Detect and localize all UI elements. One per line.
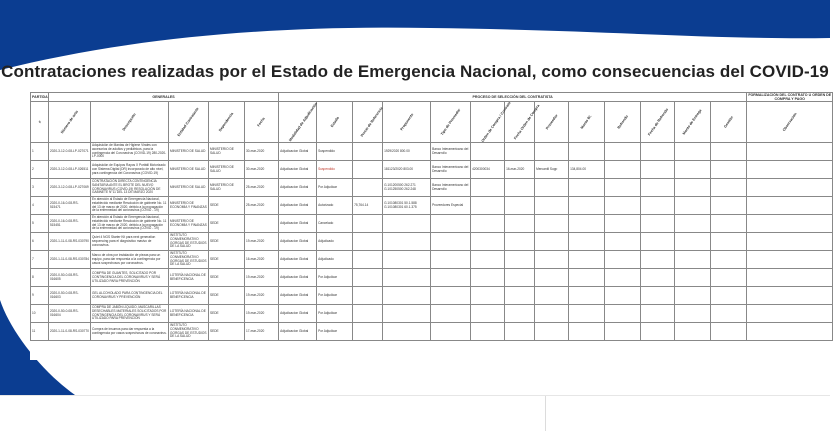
footer-divider bbox=[545, 396, 546, 431]
table-row bbox=[31, 287, 833, 305]
table-cell bbox=[711, 287, 747, 305]
table-cell: SEDE bbox=[209, 269, 245, 287]
table-cell: MINISTERIO DE ECONOMÍA Y FINANZAS bbox=[169, 215, 209, 233]
table-cell bbox=[505, 143, 535, 161]
table-cell: En atención al Estado de Emergencia Nacional, establecido mediante Resolución de gabinete No. 11 del 13 de marzo de 2020, debido a la propagación de la enfermedad del coronavirus (COVID - 19) bbox=[91, 197, 169, 215]
column-header-label: # bbox=[37, 120, 42, 125]
table-cell: Proveedores Especial bbox=[431, 197, 471, 215]
table-cell bbox=[641, 251, 675, 269]
table-cell bbox=[535, 179, 569, 197]
table-cell bbox=[641, 197, 675, 215]
table-cell: INSTITUTO CONMEMORATIVO GORGAS DE ESTUDIOS DE LA SALUD bbox=[169, 251, 209, 269]
table-cell: Adjudicacion Global bbox=[279, 251, 317, 269]
table-cell bbox=[569, 287, 605, 305]
table-cell: 3 bbox=[31, 179, 49, 197]
table-cell bbox=[383, 251, 431, 269]
table-cell bbox=[535, 287, 569, 305]
table-cell bbox=[569, 215, 605, 233]
table-cell: LOTERÍA NACIONAL DE BENEFICENCIA bbox=[169, 305, 209, 323]
table-cell bbox=[641, 143, 675, 161]
table-cell: Adquisición de Mantas de Higiene Virales con accesorios de adultos y pediátricos, para la contingencia del Coronavirus (COVID-19) 280-2020-LP-0000 bbox=[91, 143, 169, 161]
table-cell: Marco de obra por instalación de piezas para un equipo, para dar respuesta a la contingencia por casos sospechosos por coronavirus. bbox=[91, 251, 169, 269]
table-cell bbox=[605, 143, 641, 161]
table-cell: 75,764.14 bbox=[353, 197, 383, 215]
table-cell: Adjudicacion Global bbox=[279, 197, 317, 215]
table-cell bbox=[747, 161, 833, 179]
table-cell: 2020-3-12-0-08-LP-026511 bbox=[49, 161, 91, 179]
table-cell: Adjudicacion Global bbox=[279, 161, 317, 179]
table-cell bbox=[535, 305, 569, 323]
table-cell: Por Adjudicar bbox=[317, 269, 353, 287]
table-cell bbox=[605, 215, 641, 233]
table-cell: COMPRA DE GUANTES, SOLICITADO POR CONTINGENCIA DEL CORONAVIRUS Y SERÁ UTILIZADO PARA PREVENCIÓN bbox=[91, 269, 169, 287]
column-header-row bbox=[31, 102, 833, 143]
table-cell: SEDE bbox=[209, 233, 245, 251]
table-cell: Adjudicacion Global bbox=[279, 305, 317, 323]
table-cell bbox=[675, 161, 711, 179]
table-cell: 2020-0-16-0-08-RS-515471 bbox=[49, 197, 91, 215]
table-cell: Adjudicacion Global bbox=[279, 287, 317, 305]
table-cell bbox=[569, 179, 605, 197]
table-cell: INSTITUTO CONMEMORATIVO GORGAS DE ESTUDIOS DE LA SALUD bbox=[169, 323, 209, 341]
table-cell bbox=[505, 305, 535, 323]
table-cell bbox=[431, 215, 471, 233]
table-cell: MINISTERIO DE SALUD bbox=[209, 161, 245, 179]
table-cell bbox=[535, 323, 569, 341]
column-header-label: Número de acto bbox=[60, 109, 79, 135]
table-cell bbox=[353, 215, 383, 233]
column-header-11 bbox=[471, 101, 512, 144]
table-cell bbox=[569, 305, 605, 323]
table-cell: Adjudicacion Global bbox=[279, 323, 317, 341]
table-cell bbox=[711, 179, 747, 197]
table-cell: 2020-1-11-0-08-RS-030784 bbox=[49, 251, 91, 269]
column-header-0 bbox=[31, 102, 49, 143]
table-row bbox=[31, 233, 833, 251]
table-cell bbox=[431, 323, 471, 341]
table-row bbox=[31, 143, 833, 161]
column-header-label: Proveedor bbox=[544, 113, 559, 131]
table-cell bbox=[605, 287, 641, 305]
table-cell: G.101080301 50.1.588 G.101080301 60.1.375 bbox=[383, 197, 431, 215]
table-cell: Adjudicacion Global bbox=[279, 179, 317, 197]
table-cell bbox=[747, 197, 833, 215]
table-row bbox=[31, 179, 833, 197]
table-cell: MINISTERIO DE SALUD bbox=[209, 179, 245, 197]
table-cell: 8 bbox=[31, 269, 49, 287]
table-cell bbox=[505, 179, 535, 197]
table-cell: MINISTERIO DE ECONOMÍA Y FINANZAS bbox=[169, 197, 209, 215]
table-cell bbox=[675, 251, 711, 269]
table-cell bbox=[505, 287, 535, 305]
table-cell bbox=[711, 233, 747, 251]
table-cell bbox=[471, 197, 505, 215]
table-cell bbox=[535, 143, 569, 161]
table-cell: Por Adjudicar bbox=[317, 323, 353, 341]
column-header-label: Precio de Referencia bbox=[359, 106, 384, 138]
table-cell bbox=[471, 215, 505, 233]
table-cell: CONTRATACIÓN DIRECTA CONTINGENCIA SANITARIA ANTE EL BROTE DEL NUEVO CORONAVIRUS (COVID-19) RESOLUCIÓN DE GABINETE N°11 DEL 13 DE MARZO 2020 bbox=[91, 179, 169, 197]
table-cell bbox=[569, 251, 605, 269]
table-cell bbox=[353, 143, 383, 161]
table-cell: LOTERÍA NACIONAL DE BENEFICENCIA bbox=[169, 269, 209, 287]
contracts-table-wrapper bbox=[30, 92, 832, 360]
table-cell: SEDE bbox=[209, 215, 245, 233]
column-header-16 bbox=[641, 102, 675, 143]
table-cell: 6 bbox=[31, 233, 49, 251]
table-cell bbox=[569, 323, 605, 341]
table-cell bbox=[353, 161, 383, 179]
table-cell: G.101200500 262.271 G.101250500 262.248 bbox=[383, 179, 431, 197]
group-header-1: GENERALES bbox=[49, 93, 279, 102]
table-cell bbox=[641, 161, 675, 179]
table-cell: LOTERÍA NACIONAL DE BENEFICENCIA bbox=[169, 287, 209, 305]
column-header-4 bbox=[209, 102, 245, 143]
table-cell bbox=[641, 287, 675, 305]
table-cell bbox=[505, 251, 535, 269]
table-cell: 4 bbox=[31, 197, 49, 215]
table-cell: 19-mar-2020 bbox=[245, 305, 279, 323]
table-cell: SEDE bbox=[209, 305, 245, 323]
table-cell bbox=[471, 269, 505, 287]
table-cell bbox=[535, 215, 569, 233]
column-header-label: Refrendo bbox=[616, 114, 629, 130]
column-header-3 bbox=[169, 102, 209, 143]
table-cell bbox=[383, 323, 431, 341]
table-row bbox=[31, 161, 833, 179]
table-cell bbox=[675, 287, 711, 305]
table-cell bbox=[641, 233, 675, 251]
column-header-label: Orden de Compra / Contrato bbox=[480, 101, 512, 144]
table-cell bbox=[535, 251, 569, 269]
group-header-0: PARTIDA bbox=[31, 93, 49, 102]
table-cell: COMPRA DE JABÓN LÍQUIDO, MASCARILLAS DESECHABLES MATERIALES SOLICITADOS POR CONTINGENCIA DEL CORONAVIRUS Y SERÁ UTILIZADO PARA PREVENCIÓN bbox=[91, 305, 169, 323]
table-cell bbox=[747, 269, 833, 287]
table-cell: Adjudicacion Global bbox=[279, 143, 317, 161]
table-cell: Compra de insumos para dar respuesta a la contingencia por casos sospechosos de coronavirus. bbox=[91, 323, 169, 341]
table-cell: 25-mar-2020 bbox=[245, 197, 279, 215]
group-header-2: PROCESO DE SELECCIÓN DEL CONTRATISTA bbox=[279, 93, 747, 102]
table-cell bbox=[747, 179, 833, 197]
table-cell: 2020-0-16-0-08-RS-515451 bbox=[49, 215, 91, 233]
table-cell bbox=[711, 143, 747, 161]
table-cell bbox=[675, 233, 711, 251]
column-header-17 bbox=[675, 102, 711, 143]
table-cell: 30-mar-2020 bbox=[245, 161, 279, 179]
table-cell: 134,804.00 bbox=[569, 161, 605, 179]
table-cell: 16-mar-2020 bbox=[245, 251, 279, 269]
table-cell bbox=[471, 251, 505, 269]
table-cell bbox=[675, 179, 711, 197]
column-header-label: Fecha Orden de Compra bbox=[513, 103, 541, 141]
column-header-15 bbox=[605, 102, 641, 143]
table-row bbox=[31, 269, 833, 287]
table-cell: 1929/2020 800.00 bbox=[383, 143, 431, 161]
table-cell: 2020-3-12-0-08-LP-027069 bbox=[49, 179, 91, 197]
table-cell bbox=[383, 215, 431, 233]
column-header-label: Proponente bbox=[399, 112, 414, 132]
column-header-label: Observación bbox=[781, 112, 798, 133]
column-header-9 bbox=[383, 102, 431, 143]
table-cell bbox=[711, 269, 747, 287]
column-header-label: Entidad Contratante bbox=[176, 107, 200, 138]
table-cell bbox=[675, 323, 711, 341]
table-cell bbox=[747, 215, 833, 233]
table-cell bbox=[747, 305, 833, 323]
table-row bbox=[31, 197, 833, 215]
table-cell: En atención al Estado de Emergencia Nacional, establecido mediante Resolución de gabinete No. 11 del 13 de marzo de 2020, debido a la propagación de la enfermedad del coronavirus (COVID - 19) bbox=[91, 215, 169, 233]
table-cell bbox=[605, 197, 641, 215]
table-cell bbox=[353, 269, 383, 287]
table-cell bbox=[353, 287, 383, 305]
table-cell: 19-mar-2020 bbox=[245, 287, 279, 305]
table-cell bbox=[641, 215, 675, 233]
table-cell bbox=[431, 251, 471, 269]
table-cell: 16-mar-2020 bbox=[505, 161, 535, 179]
table-cell bbox=[353, 305, 383, 323]
table-cell: MINISTERIO DE SALUD bbox=[169, 161, 209, 179]
table-cell bbox=[535, 269, 569, 287]
table-cell bbox=[505, 323, 535, 341]
table-cell bbox=[605, 323, 641, 341]
page-title: Contrataciones realizadas por el Estado de Emergencia Nacional, como consecuencias del COVID-19 bbox=[1, 62, 829, 81]
table-cell bbox=[535, 197, 569, 215]
column-header-13 bbox=[535, 102, 569, 143]
column-header-1 bbox=[49, 102, 91, 143]
table-cell bbox=[605, 161, 641, 179]
table-cell: Suspendido bbox=[317, 143, 353, 161]
column-header-label: Dependencia bbox=[218, 111, 235, 133]
table-cell bbox=[675, 143, 711, 161]
table-cell bbox=[431, 269, 471, 287]
group-header-3: FORMALIZACIÓN DEL CONTRATO U ORDEN DE COMPRA Y PAGO bbox=[748, 93, 832, 102]
table-row bbox=[31, 215, 833, 233]
table-cell bbox=[747, 143, 833, 161]
table-cell bbox=[471, 179, 505, 197]
table-cell: 2020-0-50-0-08-RS-016604 bbox=[49, 305, 91, 323]
table-cell: Banco Interamericano del Desarrollo bbox=[431, 143, 471, 161]
column-header-19 bbox=[747, 102, 833, 143]
table-cell: Adjudicacion Global bbox=[279, 269, 317, 287]
column-header-6 bbox=[279, 102, 317, 143]
table-cell bbox=[675, 197, 711, 215]
table-cell: 9 bbox=[31, 287, 49, 305]
table-cell bbox=[569, 197, 605, 215]
table-cell: Suspendido bbox=[317, 161, 353, 179]
table-cell bbox=[383, 287, 431, 305]
table-cell bbox=[245, 215, 279, 233]
table-cell: Adjudicado bbox=[317, 251, 353, 269]
table-cell: 181123/2020 803.00 bbox=[383, 161, 431, 179]
table-cell bbox=[641, 305, 675, 323]
table-cell: Banco Interamericano del Desarrollo bbox=[431, 161, 471, 179]
table-cell bbox=[471, 323, 505, 341]
column-header-2 bbox=[91, 102, 169, 143]
table-cell bbox=[641, 179, 675, 197]
table-cell: SEDE bbox=[209, 197, 245, 215]
table-cell bbox=[471, 233, 505, 251]
table-row bbox=[31, 251, 833, 269]
table-cell bbox=[641, 269, 675, 287]
table-cell bbox=[747, 233, 833, 251]
table-body bbox=[31, 143, 833, 341]
table-cell: 7 bbox=[31, 251, 49, 269]
table-cell bbox=[353, 233, 383, 251]
table-cell: GEL ALCOHOLADO PARA CONTINGENCIA DEL CORONAVIRUS Y PREVENCIÓN bbox=[91, 287, 169, 305]
column-header-label: Modalidad de Adjudicación bbox=[288, 102, 319, 143]
table-cell bbox=[431, 233, 471, 251]
column-header-7 bbox=[317, 102, 353, 143]
table-cell bbox=[569, 143, 605, 161]
table-cell: Adjudicado bbox=[317, 233, 353, 251]
table-cell: 19-mar-2020 bbox=[245, 269, 279, 287]
table-cell bbox=[471, 287, 505, 305]
table-cell: Banco Interamericano del Desarrollo bbox=[431, 179, 471, 197]
table-cell bbox=[675, 305, 711, 323]
column-header-18 bbox=[711, 102, 747, 143]
table-cell bbox=[711, 215, 747, 233]
table-cell bbox=[505, 215, 535, 233]
column-header-8 bbox=[353, 102, 383, 143]
table-cell bbox=[605, 233, 641, 251]
table-cell bbox=[675, 215, 711, 233]
table-cell bbox=[383, 305, 431, 323]
table-cell bbox=[353, 251, 383, 269]
table-cell: 2020-0-50-0-08-RS-016603 bbox=[49, 287, 91, 305]
column-header-5 bbox=[245, 102, 279, 143]
table-cell: 17-mar-2020 bbox=[245, 323, 279, 341]
table-cell bbox=[535, 233, 569, 251]
column-header-10 bbox=[431, 102, 471, 143]
column-header-label: Tipo de Proveedor bbox=[439, 108, 462, 137]
table-cell bbox=[505, 269, 535, 287]
table-cell bbox=[569, 233, 605, 251]
table-row bbox=[31, 305, 833, 323]
table-cell: Cancelado bbox=[317, 215, 353, 233]
column-header-label: Monto B/. bbox=[580, 114, 593, 131]
table-cell: SEDE bbox=[209, 251, 245, 269]
table-cell bbox=[471, 143, 505, 161]
table-cell bbox=[711, 323, 747, 341]
table-cell: 25-mar-2020 bbox=[245, 179, 279, 197]
table-cell bbox=[383, 233, 431, 251]
table-cell bbox=[353, 323, 383, 341]
table-cell bbox=[505, 197, 535, 215]
column-header-14 bbox=[569, 102, 605, 143]
table-cell bbox=[431, 287, 471, 305]
table-cell: Adquisición de Equipos Rayos X Portátil Motorizado con Sistema Digital (DR) incorporado de alto nivel, para contingencia del Coronavirus (COVID-19) bbox=[91, 161, 169, 179]
table-cell: 19-mar-2020 bbox=[245, 233, 279, 251]
table-cell: 4200300034 bbox=[471, 161, 505, 179]
table-cell bbox=[353, 179, 383, 197]
table-cell: 30-mar-2020 bbox=[245, 143, 279, 161]
table-cell bbox=[605, 269, 641, 287]
column-header-label: Fecha bbox=[256, 116, 267, 128]
table-row bbox=[31, 323, 833, 341]
group-header-row bbox=[31, 93, 833, 102]
table-cell: 2020-1-11-0-08-RS-030770 bbox=[49, 323, 91, 341]
table-cell bbox=[711, 161, 747, 179]
table-cell bbox=[711, 197, 747, 215]
table-cell bbox=[747, 287, 833, 305]
table-cell bbox=[641, 323, 675, 341]
table-cell: 2020-3-12-0-08-LP-027071 bbox=[49, 143, 91, 161]
table-cell: Por Adjudicar bbox=[317, 179, 353, 197]
column-header-12 bbox=[505, 102, 541, 143]
table-cell bbox=[569, 269, 605, 287]
table-cell: Adjudicacion Global bbox=[279, 233, 317, 251]
table-cell: Autorizado bbox=[317, 197, 353, 215]
table-cell: 2020-0-50-0-08-RS-016605 bbox=[49, 269, 91, 287]
table-cell: 2020-1-11-0-08-RS-030790 bbox=[49, 233, 91, 251]
column-header-label: Estado bbox=[329, 116, 340, 129]
table-cell: MINISTERIO DE SALUD bbox=[209, 143, 245, 161]
footer-bar bbox=[0, 395, 830, 431]
table-cell: MINISTERIO DE SALUD bbox=[169, 179, 209, 197]
table-cell: 11 bbox=[31, 323, 49, 341]
table-cell bbox=[711, 305, 747, 323]
table-cell bbox=[605, 305, 641, 323]
table-cell bbox=[747, 323, 833, 341]
table-cell: 2 bbox=[31, 161, 49, 179]
table-cell: INSTITUTO CONMEMORATIVO GORGAS DE ESTUDIOS DE LA SALUD bbox=[169, 233, 209, 251]
table-cell: 5 bbox=[31, 215, 49, 233]
table-cell: Adjudicacion Global bbox=[279, 215, 317, 233]
contracts-table bbox=[30, 92, 833, 341]
table-cell: 10 bbox=[31, 305, 49, 323]
table-cell bbox=[505, 233, 535, 251]
table-cell bbox=[605, 179, 641, 197]
table-cell: SEDE bbox=[209, 287, 245, 305]
table-cell: Mercantil Supp bbox=[535, 161, 569, 179]
table-cell: MINISTERIO DE SALUD bbox=[169, 143, 209, 161]
table-cell: 1 bbox=[31, 143, 49, 161]
table-cell bbox=[431, 305, 471, 323]
column-header-label: Descripción bbox=[121, 112, 137, 132]
column-header-label: Monto de Entrega bbox=[682, 108, 703, 136]
table-cell: Por Adjudicar bbox=[317, 305, 353, 323]
table-cell: SEDE bbox=[209, 323, 245, 341]
table-cell bbox=[675, 269, 711, 287]
table-cell bbox=[747, 251, 833, 269]
table-cell bbox=[383, 269, 431, 287]
table-cell bbox=[605, 251, 641, 269]
table-cell bbox=[471, 305, 505, 323]
table-cell: Por Adjudicar bbox=[317, 287, 353, 305]
column-header-label: Gestión bbox=[723, 115, 735, 129]
table-cell bbox=[711, 251, 747, 269]
table-cell: Quiet 4 NGS Starter Kit para next generation sequencing para el diagnóstico masivo de coronavirus. bbox=[91, 233, 169, 251]
column-header-label: Fecha de Refrendo bbox=[647, 107, 670, 137]
